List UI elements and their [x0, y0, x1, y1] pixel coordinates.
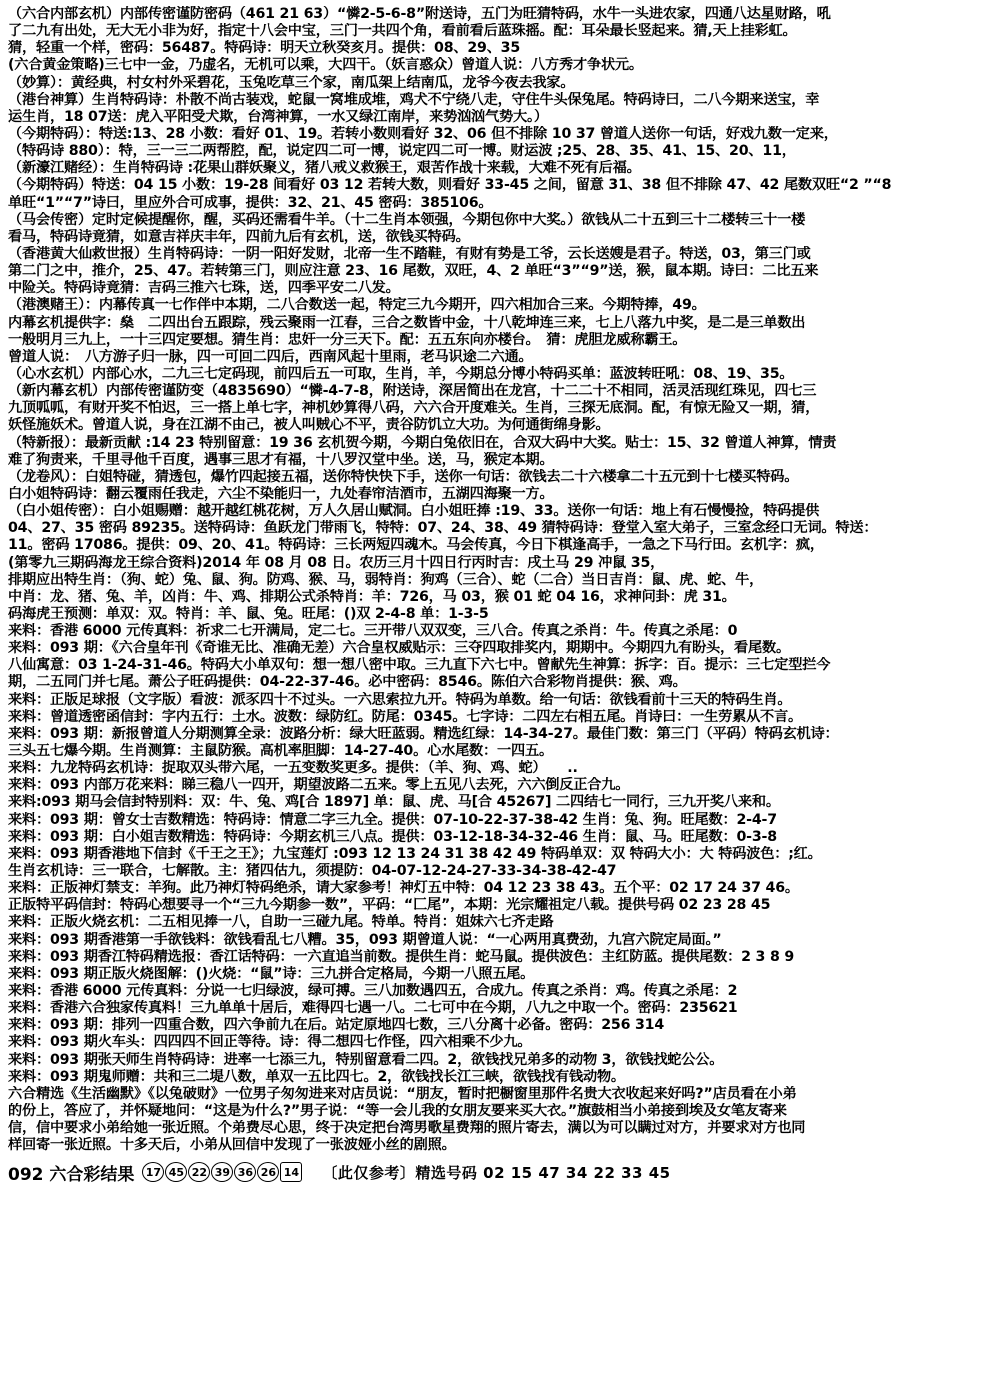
text-line: 中险关。特码诗竟猜：吉码三推六七珠，送，四季平安二八发。 [8, 280, 400, 297]
text-line: 来料：093 内部万花来料：睇三稳八一四开，期望波路二五来。零上五见八去死，六六倒反正合九。 [8, 777, 630, 794]
text-line: 八仙寓意：03 1-24-31-46。特码大小单双句：想一想八密中取。三九直下六七中。曾献先生神算：拆字：百。提示：三七定型拦今 [8, 657, 831, 674]
text-line: 来料：093 期张天师生肖特码诗：进率一七添三九，特别留意看二四。2，欲钱找兄弟多的动物 3，欲钱找蛇公公。 [8, 1051, 724, 1068]
text-line: 看马，特码诗竟猜，如意吉祥庆丰年，四前九后有玄机，送，欲钱买特码。 [8, 228, 470, 245]
text-line: 一般明月三九上，一十三四定要想。猜生肖：忠奸一分三天下。配：五五东向亦楼台。 猜：虎胆龙威称霸王。 [8, 331, 687, 348]
text-line: （新内幕玄机）内部传密谨防变（4835690）“憐-4-7-8，附送诗，深居简出在龙宫，十二二十不相同，活灵活现红珠见，四七三 [8, 383, 817, 400]
text-line: 曾道人说： 八方游子归一脉，四一可回二四后，西南风起十里雨，老马识途二六通。 [8, 348, 533, 365]
result-ball: 26 [257, 1162, 279, 1182]
text-line: 了二九有出处，无大无小非为好，指定十八会中宝，三门一共四个角，看前看后蓝珠摇。配：耳朵最长竖起来。猜,天上挂彩虹。 [8, 23, 797, 40]
result-ball: 45 [165, 1162, 187, 1182]
text-line: 来料：正版神灯禁支：羊狗。此乃神灯特码绝杀，请大家参考！神灯五中特：04 12 23 38 43。五个平：02 17 24 37 46。 [8, 880, 799, 897]
text-line: 来料：093 期香港地下信封《千王之王》；九宝莲灯 :093 12 13 24 31 38 42 49 特码单双：双 特码大小：大 特码波色：;红。 [8, 845, 822, 862]
text-line: 来料：093 期：《六合皇年刊《奇谁无比、准确无差）六合皇权威贴示：三夺四取排奖内，期期中。今期四九有盼头，看尾数。 [8, 640, 790, 657]
text-line: 妖怪施妖术。曾道人说，身在江湖不由己，被人叫贼心不平，责谷防饥立大功。为何通街绵身影。 [8, 417, 610, 434]
text-line: (六合黄金策略)三七中一金，乃虚名，无机可以乘，大四干。（妖言惑众）曾道人说：八方秀才争状元。 [8, 57, 643, 74]
results-label: 092 六合彩结果 [8, 1164, 135, 1185]
text-line: 三头五七爆今期。生肖测算：主鼠防猴。高机率胆脚：14-27-40。心水尾数：一四五。 [8, 743, 553, 760]
text-line: 生肖玄机诗：三一联合，七解散。主：猪四估九，须提防：04-07-12-24-27-33-34-38-42-47 [8, 863, 617, 880]
text-line: 猜，轻重一个样，密码：56487。特码诗：明天立秋癸亥月。提供：08、29、35 [8, 40, 521, 57]
result-ball: 39 [211, 1162, 233, 1182]
text-line: 九顶呱呱，有财开奖不怕迟，三一搭上单七字，神机妙算得八码，六六合开度难关。生肖，三探无底洞。配，有惊无险又一期，猜， [8, 400, 820, 417]
text-line: （心水玄机）内部心水，二九三七定码现，前四后五一可取，生肖，羊，今期总分博小特码买单：蓝波转旺吼：08、19、35。 [8, 365, 794, 382]
text-line: 第二门之中，推介，25、47。若转第三门，则应注意 23、16 尾数，双旺，4、2 单旺“3”“9”送，猴，鼠本期。诗曰：二比五来 [8, 263, 819, 280]
text-line: 来料：093 期火车头：四四四不回正等待。诗：得二想四七作怪，四六相乘不少九。 [8, 1034, 532, 1051]
text-line: 码海虎王预测：单双：双。特肖：羊、鼠、兔。旺尾：()双 2-4-8 单：1-3-5 [8, 605, 489, 622]
text-line: 单旺“1”“7”诗曰，里应外合可成事，提供：32、21、45 密码：385106。 [8, 194, 493, 211]
text-line: 难了狗责来，千里寻他千百度，遇事三思才有福，十八罗汉堂中坐。送，马，猴定本期。 [8, 451, 554, 468]
text-line: 来料：093 期香港第一手欲钱料：欲钱看乱七八糟。35，093 期曾道人说：“一心两用真费劲，九宫六院定局面。” [8, 931, 722, 948]
text-line: 来料：正版火烧玄机：二五相见捧一八，自助一三碰九尾。特单。特肖：姐妹六七齐走路 [8, 914, 554, 931]
text-line: 样回寄一张近照。十多天后，小弟从回信中发现了一张波娅小丝的剧照。 [8, 1137, 456, 1154]
text-line: 04、27、35 密码 89235。送特码诗：鱼跃龙门带雨飞，特特：07、24、38、49 猜特码诗：登堂入室大弟子，三室念经口无词。特送： [8, 520, 878, 537]
text-line: （六合内部玄机）内部传密谨防密码（461 21 63）“憐2-5-6-8”附送诗，五门为旺猜特码，水牛一头进农家，四通八达星财路，吼 [8, 6, 831, 22]
text-line: 来料：093 期：新报曾道人分期测算全录：波路分析：绿大旺蓝弱。精选红绿：14-34-27。最佳门数：第三门（平码）特码玄机诗： [8, 725, 839, 742]
text-line: 信，信中要求小弟给她一张近照。个弟费尽心思，终于决定把台湾男歌星费翔的照片寄去，满以为可以瞒过对方，并要求对方也同 [8, 1120, 806, 1137]
text-line: 来料:093 期马会信封特别料：双：牛、兔、鸡[合 1897] 单：鼠、虎、马[合 45267] 二四结七一同行，三九开奖八来和。 [8, 794, 780, 811]
text-line: 来料：曾道透密函信封：字内五行：土水。波数：绿防红。防尾：0345。七字诗：二四左右相五尾。肖诗曰：一生劳累从不言。 [8, 708, 803, 725]
text-line: （香港黄大仙救世报）生肖特码诗：一阴一阳好发财，北帝一生不踏鞋，有财有势是工爷，云长送嫂是君子。特送，03，第三门或 [8, 245, 811, 262]
text-line: 中肖：龙、猪、兔、羊，凶肖：牛、鸡、排期公式杀特肖：羊：726，马 03，猴 01 蛇 04 16，求神问卦：虎 31。 [8, 588, 736, 605]
result-balls [142, 1162, 302, 1182]
text-line: 内幕玄机提供字：燊 二四出台五跟踪，残云聚雨一江春，三合之数皆中金，十八乾坤连三来，七上八落九中奖，是二是三单数出 [8, 314, 806, 331]
text-line: 来料：093 期：排列一四重合数，四六争前九在后。站定原地四七数，三八分离十必备。密码：256 314 [8, 1017, 665, 1034]
text-line: 来料：093 期：曾女士吉数精选：特码诗：情意二字三九全。提供：07-10-22-37-38-42 生肖：兔、狗。旺尾数：2-4-7 [8, 811, 777, 828]
reference-picks: 〔此仅参考〕精选号码 02 15 47 34 22 33 45 [322, 1163, 671, 1182]
text-line: （特码诗 880）：特，三一三二两帮腔，配，说定四二可一博，说定四二可一博。财运波 ;25、28、35、41、15、20、11， [8, 143, 796, 160]
results-footer [8, 1158, 983, 1186]
special-ball: 14 [280, 1162, 302, 1182]
text-line: 来料：九龙特码玄机诗：捉取双头带六尾，一五变数奖更多。提供：（羊、狗、鸡、蛇） .. [8, 760, 578, 777]
text-line: 白小姐特码诗：翻云覆雨任我走，六尘不染能归一，九处春帘洁酒市，五湖四海聚一方。 [8, 485, 554, 502]
text-line: 11。密码 17086。提供：09、20、41。特码诗：三长两短四魂木。马会传真，今日下棋逢高手，一急之下马行田。玄机字：疯， [8, 537, 824, 554]
text-line: 六合精选《生活幽默》《以兔破财》一位男子匆匆进来对店员说：“朋友，暂时把橱窗里那件名贵大衣收起来好吗?”店员看在小弟 [8, 1085, 797, 1102]
text-line: 排期应出特生肖：（狗、蛇）兔、鼠、狗。防鸡、猴、马，弱特肖：狗鸡（三合）、蛇（二合）当日吉肖：鼠、虎、蛇、牛， [8, 571, 764, 588]
result-ball: 22 [188, 1162, 210, 1182]
result-ball: 36 [234, 1162, 256, 1182]
text-line: （今期特码）特送：04 15 小数：19-28 间看好 03 12 若转大数，则看好 33-45 之间，留意 31、38 但不排除 47、42 尾数双旺“2 ”“8 [8, 177, 892, 194]
text-line: （龙卷风）：白姐特碰，猜透包，爆竹四起接五福，送你特快快下手，送你一句话：欲钱去二十六楼拿二十五元到十七楼买特码。 [8, 468, 799, 485]
text-line: （特新报）：最新贡献 :14 23 特别留意：19 36 玄机贺今期，今期白兔依旧在，合双大码中大奖。贴士：15、32 曾道人神算，情责 [8, 434, 837, 451]
text-line: 来料：093 期鬼师赠：共和三二堤八数，单双一五比四七。2，欲钱找长江三峡，欲钱找有钱动物。 [8, 1068, 625, 1085]
text-line: (第零九三期码海龙王综合资料)2014 年 08 月 08 日。农历三月十四日行丙时吉：戌土马 29 冲鼠 35， [8, 554, 665, 571]
text-line: 来料：香港 6000 元传真料：分说一七归绿波，绿可搏。三八加数遇四五，合成九。传真之杀肖：鸡。传真之杀尾：2 [8, 983, 738, 1000]
text-line: 来料：正版足球报（文字版）看波：派豕四十不过头。一六思索拉九开。特码为单数。给一句话：欲钱看前十三天的特码生肖。 [8, 691, 792, 708]
text-body [8, 6, 983, 1154]
text-line: 来料：093 期香江特码精选报：香江话特码：一六直追当前数。提供生肖：蛇马鼠。提供波色：主红防蓝。提供尾数：2 3 8 9 [8, 948, 795, 965]
text-line: （妙算）：黄经典，村女村外采碧花，玉兔吃草三个家，南瓜架上结南瓜，龙爷今夜去我家。 [8, 74, 575, 91]
text-line: 期，二五同门并七尾。萧公子旺码提供：04-22-37-46。必中密码：8546。陈伯六合彩物肖提供：猴、鸡。 [8, 674, 687, 691]
text-line: 来料：093 期：白小姐吉数精选：特码诗：今期玄机三八点。提供：03-12-18-34-32-46 生肖：鼠、马。旺尾数：0-3-8 [8, 828, 777, 845]
text-line: （白小姐传密）：白小姐赐赠：越开越红桃花树，万人久居山赋洞。白小姐旺捧 :19、33。送你一句话：地上有石慢慢捡，特码提供 [8, 503, 820, 520]
text-line: （港台神算）生肖特码诗：朴散不尚古装戏，蛇鼠一窝堆成堆，鸡犬不宁绕八走，守住牛头保兔尾。特码诗曰，二八今期来送宝，幸 [8, 91, 820, 108]
text-line: 正版特平码信封：特码心想要寻一个“三九今期参一数”，平码：“匚尾”，本期：光宗耀祖定八载。提供号码 02 23 28 45 [8, 897, 771, 914]
text-line: （新濠江赌经）：生肖特码诗 :花果山群妖聚义，猪八戒义救猴王，艰苦作战十来载，大难不死有后福。 [8, 160, 641, 177]
text-line: 来料：香港 6000 元传真料：祈求二七开满局，定二七。三开带八双双变，三八合。传真之杀肖：牛。传真之杀尾：0 [8, 623, 738, 640]
text-line: （今期特码）：特送:13、28 小数：看好 01、19。若转小数则看好 32、06 但不排除 10 37 曾道人送你一句话，好戏九数一定来， [8, 125, 838, 142]
text-line: （马会传密）定时定候提醒你，醒，买码还需看牛羊。（十二生肖本领强，今期包你中大奖。）欲钱从二十五到三十二楼转三十一楼 [8, 211, 806, 228]
result-ball: 17 [142, 1162, 164, 1182]
text-line: （港澳赌王）：内幕传真一七作伴中本期，二八合数送一起，特定三九今期开，四六相加合三来。今期特捧，49。 [8, 297, 706, 314]
text-line: 的份上，答应了，并怀疑地问：“这是为什么?”男子说：“等一会儿我的女朋友要来买大衣。”旗鼓相当小弟接到埃及女笔友寄来 [8, 1103, 787, 1119]
text-line: 来料：093 期正版火烧图解：()火烧：“鼠”诗：三九拼合定格局，今期一八照五尾。 [8, 965, 535, 982]
text-line: 运生肖，18 07送：虎入平阳受犬欺，台湾神算，一水又绿江南岸，来势汹汹气势大。） [8, 108, 548, 125]
text-line: 来料：香港六合独家传真料！三九单单十居后，难得四七遇一八。二七可中在今期，八九之中取一个。密码：235621 [8, 1000, 738, 1017]
